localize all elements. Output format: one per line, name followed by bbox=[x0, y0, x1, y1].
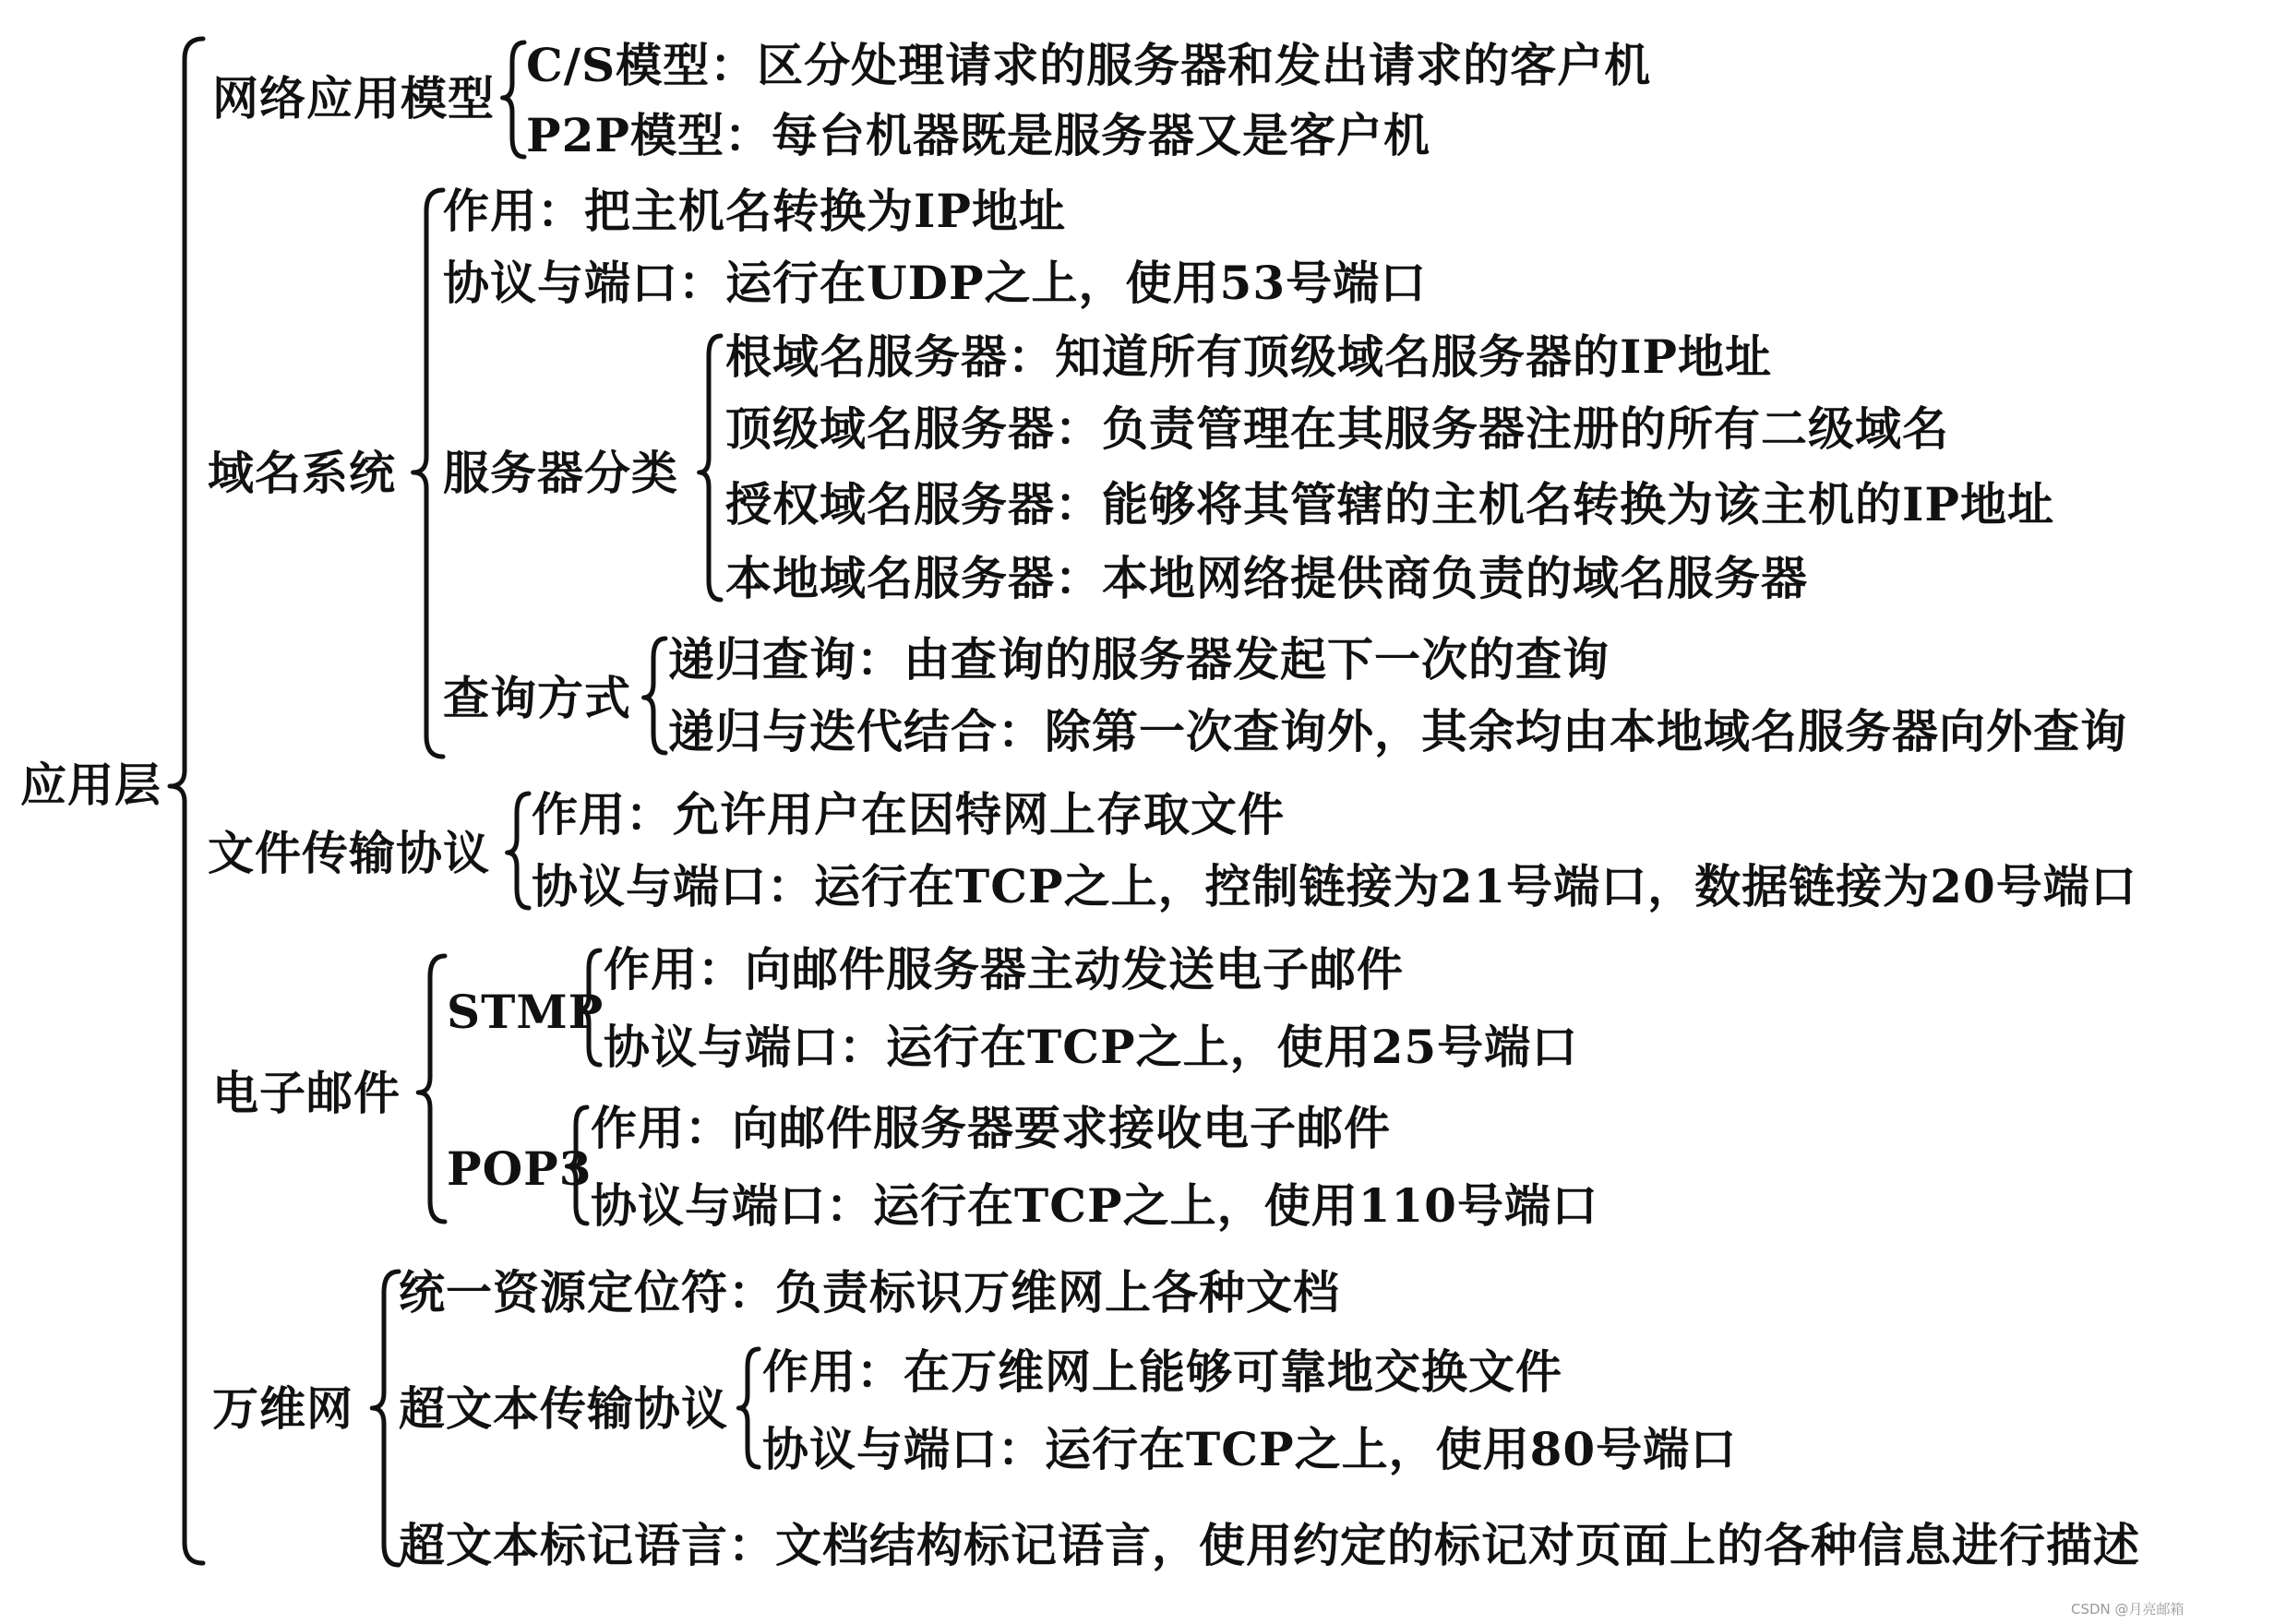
brace-ftp-icon bbox=[508, 794, 529, 908]
watermark: CSDN @月亮邮箱 bbox=[2071, 1601, 2184, 1618]
dns-role-text: 作用：把主机名转换为IP地址 bbox=[443, 184, 1066, 238]
brace-dns-servers-icon bbox=[700, 336, 721, 600]
email-smtp-role-text: 作用：向邮件服务器主动发送电子邮件 bbox=[604, 942, 1404, 997]
ftp-proto-text: 协议与端口：运行在TCP之上，控制链接为21号端口，数据链接为20号端口 bbox=[532, 859, 2137, 914]
dns-proto-text: 协议与端口：运行在UDP之上，使用53号端口 bbox=[443, 256, 1428, 310]
email-smtp-label: STMP bbox=[447, 985, 604, 1039]
www-http-proto-text: 协议与端口：运行在TCP之上，使用80号端口 bbox=[762, 1422, 1738, 1476]
dns-tld-server-text: 顶级域名服务器：负责管理在其服务器注册的所有二级域名 bbox=[725, 401, 1949, 456]
dns-root-server-text: 根域名服务器：知道所有顶级域名服务器的IP地址 bbox=[725, 329, 1772, 384]
email-pop3-proto-text: 协议与端口：运行在TCP之上，使用110号端口 bbox=[591, 1178, 1598, 1233]
model-p2p-text: P2P模型：每台机器既是服务器又是客户机 bbox=[526, 108, 1430, 162]
branch-www-label: 万维网 bbox=[212, 1381, 353, 1436]
dns-query-label: 查询方式 bbox=[443, 671, 631, 725]
brace-dns-icon bbox=[413, 190, 443, 757]
brace-root-icon bbox=[170, 39, 203, 1563]
brace-http-icon bbox=[738, 1349, 759, 1467]
email-pop3-role-text: 作用：向邮件服务器要求接收电子邮件 bbox=[591, 1101, 1391, 1155]
dns-servers-label: 服务器分类 bbox=[443, 446, 678, 500]
branch-email-label: 电子邮件 bbox=[212, 1066, 401, 1120]
www-http-role-text: 作用：在万维网上能够可靠地交换文件 bbox=[762, 1344, 1562, 1399]
dns-auth-server-text: 授权域名服务器：能够将其管辖的主机名转换为该主机的IP地址 bbox=[725, 477, 2054, 531]
email-pop3-label: POP3 bbox=[447, 1141, 592, 1196]
dns-local-server-text: 本地域名服务器：本地网络提供商负责的域名服务器 bbox=[725, 551, 1808, 605]
email-smtp-proto-text: 协议与端口：运行在TCP之上，使用25号端口 bbox=[604, 1020, 1579, 1074]
dns-query-recursive-text: 递归查询：由查询的服务器发起下一次的查询 bbox=[668, 632, 1610, 687]
dns-query-mixed-text: 递归与迭代结合：除第一次查询外，其余均由本地域名服务器向外查询 bbox=[668, 704, 2127, 758]
branch-model-label: 网络应用模型 bbox=[212, 71, 495, 125]
ftp-role-text: 作用：允许用户在因特网上存取文件 bbox=[532, 787, 1285, 842]
root-node: 应用层 bbox=[20, 758, 162, 812]
www-http-label: 超文本传输协议 bbox=[399, 1381, 728, 1436]
brace-email-icon bbox=[418, 956, 445, 1222]
www-html-text: 超文本标记语言：文档结构标记语言，使用约定的标记对页面上的各种信息进行描述 bbox=[399, 1518, 2140, 1572]
brace-model-icon bbox=[503, 42, 524, 157]
branch-dns-label: 域名系统 bbox=[208, 446, 396, 500]
branch-ftp-label: 文件传输协议 bbox=[208, 826, 490, 880]
model-cs-text: C/S模型：区分处理请求的服务器和发出请求的客户机 bbox=[526, 38, 1652, 92]
brace-www-icon bbox=[372, 1272, 399, 1565]
brace-dns-query-icon bbox=[644, 639, 665, 753]
www-url-text: 统一资源定位符：负责标识万维网上各种文档 bbox=[399, 1265, 1340, 1320]
